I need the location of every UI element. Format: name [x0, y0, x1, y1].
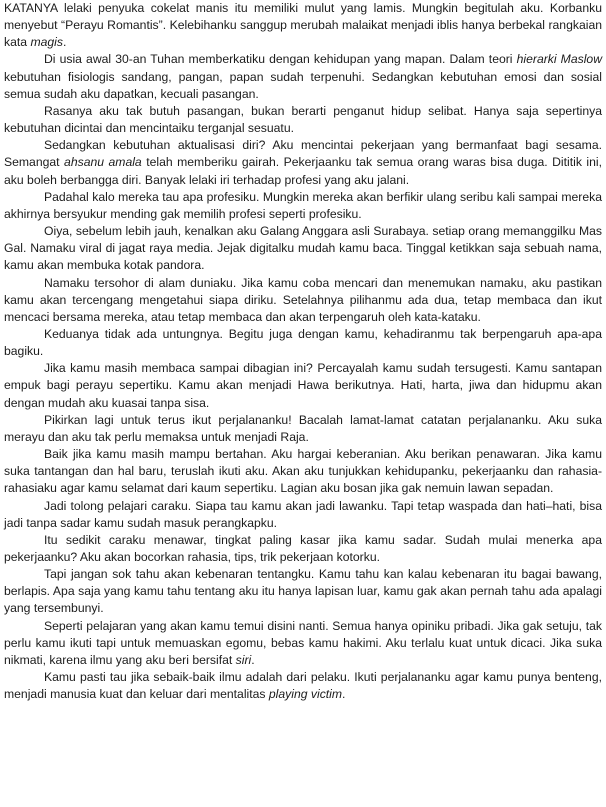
body-paragraph — [4, 0, 606, 51]
body-paragraph — [4, 618, 606, 669]
paragraph-text: Namaku tersohor di alam duniaku. Jika kamu coba mencari dan menemukan namaku, aku pastikan kamu akan tercengang mengetahui siapa diriku. Setelahnya pilihanmu ada dua, tetap membaca dan ikut mencaci bersama mereka, atau tetap membaca dan akan terpengaruh oleh kata-kataku. — [4, 275, 606, 324]
body-paragraph — [4, 275, 606, 326]
paragraph-text: . — [342, 687, 346, 702]
paragraph-text: . — [251, 652, 255, 667]
paragraph-text: telah memberiku gairah. Pekerjaanku tak semua orang waras bisa duga. Dititik ini, aku boleh berbangga diri. Banyak lelaki iri terhadap profesi yang aku jalani. — [4, 155, 606, 187]
italic-term: magis — [30, 35, 63, 50]
body-paragraph — [4, 532, 606, 566]
paragraph-text: Padahal kalo mereka tau apa profesiku. Mungkin mereka akan berfikir ulang seribu kali sampai mereka akhirnya bersyukur mending gak memilih profesi seperti profesiku. — [4, 189, 606, 221]
paragraph-text: kebutuhan fisiologis sandang, pangan, papan sudah terpenuhi. Sedangkan kebutuhan emosi dan sosial semua sudah aku dapatkan, kecuali pasangan. — [4, 52, 606, 101]
italic-term: siri — [235, 652, 252, 667]
body-paragraph — [4, 669, 606, 703]
paragraph-text: Rasanya aku tak butuh pasangan, bukan berarti penganut hidup selibat. Hanya saja sepertinya kebutuhan dicintai dan mencintaiku terganjal sesuatu. — [4, 103, 606, 136]
italic-term: hierarki Maslow — [516, 52, 602, 67]
paragraph-text: Tapi jangan sok tahu akan kebenaran tentangku. Kamu tahu kan kalau kebenaran itu bagai bawang, berlapis. Apa saja yang kamu tahu tentang aku itu hanya lapisan luar, kamu gak akan pernah tahu ada apalagi yang tersembunyi. — [4, 567, 606, 616]
body-paragraph — [4, 498, 606, 532]
italic-term: ahsanu amala — [64, 155, 142, 170]
body-paragraph — [4, 137, 606, 188]
body-paragraph — [4, 223, 606, 274]
paragraph-text: Oiya, sebelum lebih jauh, kenalkan aku Galang Anggara asli Surabaya. setiap orang memanggilku Mas Gal. Namaku viral di jagat raya media. Jejak digitalku mudah kamu baca. Tinggal ketikkan saja sebuah nama, kamu akan membuka kotak pandora. — [4, 224, 606, 273]
paragraph-text: . — [62, 35, 67, 50]
body-paragraph — [4, 412, 606, 446]
body-paragraph — [4, 360, 606, 411]
body-paragraph — [4, 446, 606, 497]
body-paragraph — [4, 103, 606, 137]
paragraph-text: Sedangkan kebutuhan aktualisasi diri? Aku mencintai pekerjaan yang bermanfaat bagi sesama. Semangat — [4, 138, 606, 170]
document-page — [4, 0, 606, 703]
paragraph-text: Pikirkan lagi untuk terus ikut perjalananku! Bacalah lamat-lamat catatan perjalananku. Aku suka merayu dan aku tak perlu memaksa untuk menjadi Raja. — [4, 412, 606, 444]
paragraph-text: Keduanya tidak ada untungnya. Begitu juga dengan kamu, kehadiranmu tak berpengaruh apa-apa bagiku. — [4, 326, 606, 359]
paragraph-text: KATANYA lelaki penyuka cokelat manis itu memiliki mulut yang lamis. Mungkin begitulah aku. Korbanku menyebut “Perayu Romantis”. Kelebihanku sanggup merubah malaikat menjadi iblis hanya berbekal rangkaian kata — [4, 1, 606, 50]
body-paragraph — [4, 189, 606, 223]
paragraph-text: Di usia awal 30-an Tuhan memberkatiku dengan kehidupan yang mapan. Dalam teori — [44, 52, 517, 67]
paragraph-text: Itu sedikit caraku menawar, tingkat paling kasar jika kamu sadar. Sudah mulai menerka apa pekerjaanku? Aku akan bocorkan rahasia, tips, trik pekerjaan kotorku. — [4, 532, 606, 564]
body-paragraph — [4, 326, 606, 360]
paragraph-text: Seperti pelajaran yang akan kamu temui disini nanti. Semua hanya opiniku pribadi. Jika gak setuju, tak perlu kamu ikuti tapi untuk memuaskan egomu, bebas kamu hakimi. Aku terlalu kuat untuk dicaci. Jika suka nikmati, karena ilmu yang aku beri bersifat — [4, 618, 606, 667]
body-paragraph — [4, 566, 606, 617]
italic-term: playing victim — [268, 687, 343, 702]
body-paragraph — [4, 51, 606, 102]
paragraph-text: Jika kamu masih membaca sampai dibagian ini? Percayalah kamu sudah tersugesti. Kamu santapan empuk bagi perayu sepertiku. Kamu akan menjadi Hawa berikutnya. Hati, harta, jiwa dan hidupmu akan dengan mudah aku kuasai tanpa sisa. — [4, 361, 606, 410]
paragraph-text: Jadi tolong pelajari caraku. Siapa tau kamu akan jadi lawanku. Tapi tetap waspada dan hati–hati, bisa jadi tanpa sadar kamu sudah masuk perangkapku. — [4, 498, 606, 530]
paragraph-text: Baik jika kamu masih mampu bertahan. Aku hargai keberanian. Aku berikan penawaran. Jika kamu suka tantangan dan hal baru, teruslah ikuti aku. Akan aku tunjukkan kehidupanku, pekerjaanku dan rahasia-rahasiaku agar kamu selamat dari kaum sepertiku. Lagian aku bosan jika gak nemuin lawan sepadan. — [4, 447, 606, 496]
paragraph-text: Kamu pasti tau jika sebaik-baik ilmu adalah dari pelaku. Ikuti perjalananku agar kamu punya benteng, menjadi manusia kuat dan keluar dari mentalitas — [4, 670, 606, 702]
